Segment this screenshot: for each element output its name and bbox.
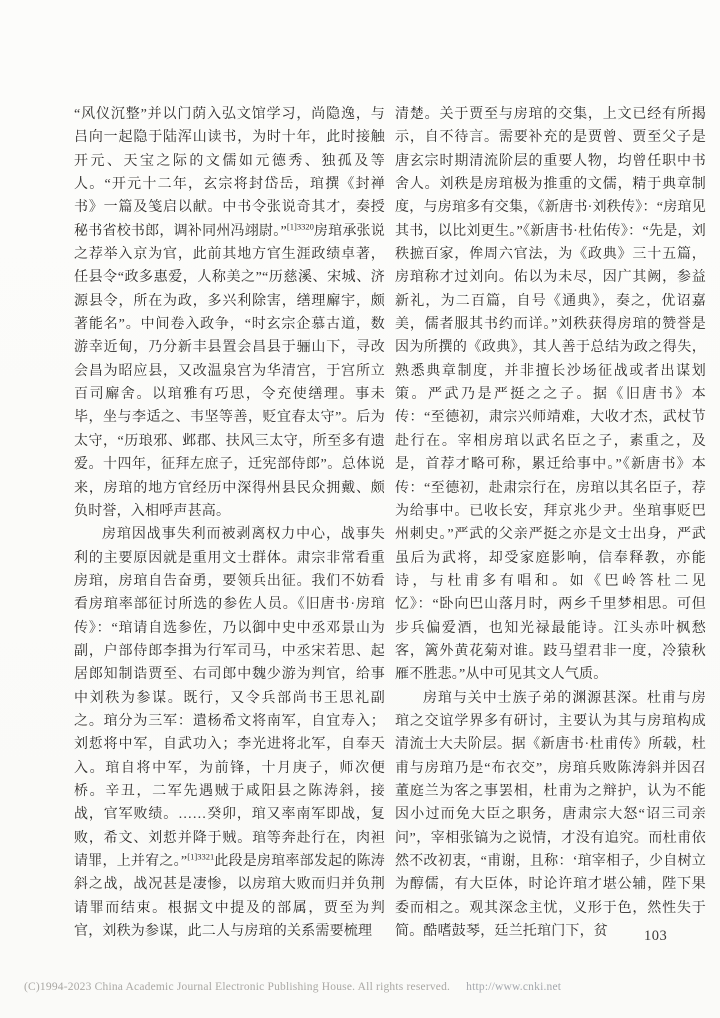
text-paragraph xyxy=(74,103,385,523)
citation-superscript: [1]3320 xyxy=(286,221,314,232)
text-paragraph xyxy=(395,103,706,687)
article-body xyxy=(74,103,706,943)
cnki-url: http://www.cnki.net xyxy=(466,981,562,993)
page-number: 103 xyxy=(644,928,668,944)
text-run: 房琯承张说之荐举入京为官，此前其地方官生涯政绩卓著，任县令“政多惠爱，人称美之”“历慈溪、宋城、济源县令，所在为政，多兴利除害，缮理廨宇，颇著能名”。中间卷入政争，“时玄宗企慕古道，数游幸近甸，乃分新丰县置会昌县于骊山下，寻改会昌为昭应县，又改温泉宫为华清宫，于宫所立百司廨舍。以琯雅有巧思，令充使缮理。事未毕，坐与李适之、韦坚等善，贬宜春太守”。后为太守，“历琅邪、邺郡、扶风三太守，所至多有遗爱。十四年，征拜左庶子，迁宪部侍郎”。总体说来，房琯的地方官经历中深得州县民众拥戴、颇负时誉，入相呼声甚高。 xyxy=(74,223,385,519)
text-column-right xyxy=(395,103,706,943)
text-paragraph xyxy=(74,523,385,943)
citation-superscript: [1]3321 xyxy=(187,851,215,862)
text-paragraph xyxy=(395,687,706,944)
text-run: 清楚。关于贾至与房琯的交集，上文已经有所揭示，自不待言。需要补充的是贾曾、贾至父子是唐玄宗时期清流阶层的重要人物，均曾任职中书舍人。刘秩是房琯极为推重的文儒，精于典章制度，与房琯多有交集，《新唐书·刘秩传》：“房琯见其书，以比刘更生。”《新唐书·杜佑传》：“先是，刘秩摭百家，侔周六官法，为《政典》三十五篇，房琯称才过刘向。佑以为未尽，因广其阙，参益新礼，为二百篇，自号《通典》，奏之，优诏嘉美，儒者服其书约而详。”刘秩获得房琯的赞誉是因为所撰的《政典》，其人善于总结为政之得失，熟悉典章制度，并非擅长沙场征战或者出谋划策。严武乃是严挺之之子。据《旧唐书》本传：“至德初，肃宗兴师靖难，大收才杰，武杖节赴行在。宰相房琯以武名臣之子，素重之，及是，首荐才略可称，累迁给事中。”《新唐书》本传：“至德初，赴肃宗行在，房琯以其名臣子，荐为给事中。已收长安，拜京兆少尹。坐琯事贬巴州刺史。”严武的父亲严挺之亦是文士出身，严武虽后为武将，却受家庭影响，信奉释教，亦能诗，与杜甫多有唱和。如《巴岭答杜二见忆》：“卧向巴山落月时，两乡千里梦相思。可但步兵偏爱酒，也知光禄最能诗。江头赤叶枫愁客，篱外黄花菊对谁。跂马望君非一度，冷猿秋雁不胜悲。”从中可见其文人气质。 xyxy=(395,107,706,683)
text-run: “风仪沉整”并以门荫入弘文馆学习，尚隐逸，与吕向一起隐于陆浑山读书，为时十年，此时接触开元、天宝之际的文儒如元德秀、独孤及等人。“开元十二年，玄宗将封岱岳，琯撰《封禅书》一篇及笺启以献。中书令张说奇其才，奏授秘书省校书郎，调补同州冯翊尉。” xyxy=(74,107,385,239)
text-run: 房琯因战事失利而被剥离权力中心，战事失利的主要原因就是重用文士群体。肃宗非常看重房琯，房琯自告奋勇，要领兵出征。我们不妨看看房琯率部征讨所选的参佐人员。《旧唐书·房琯传》：“琯请自选参佐，乃以御中史中丞邓景山为副，户部侍郎李揖为行军司马，中丞宋若思、起居郎知制诰贾至、右司郎中魏少游为判官，给事中刘秩为参谋。既行，又令兵部尚书王思礼副之。琯分为三军：遣杨希文将南军，自宜寿入；刘悊将中军，自武功入；李光进将北军，自奉天入。琯自将中军，为前锋，十月庚子，师次便桥。辛丑，二军先遇贼于咸阳县之陈涛斜，接战，官军败绩。……癸卯，琯又率南军即战，复败，希文、刘悊并降于贼。琯等奔赴行在，肉袒请罪，上并宥之。” xyxy=(74,527,385,869)
text-run: 此段是房琯率部发起的陈涛斜之战，战况甚是凄惨，以房琯大败而归并负荆请罪而结束。根据文中提及的部属，贾至为判官，刘秩为参谋，此二人与房琯的关系需要梳理 xyxy=(74,854,385,940)
text-column-left xyxy=(74,103,385,943)
text-run: 房琯与关中士族子弟的渊源甚深。杜甫与房琯之交谊学界多有研讨，主要认为其与房琯构成清流士大夫阶层。据《新唐书·杜甫传》所载，杜甫与房琯乃是“布衣交”，房琯兵败陈涛斜并因召董庭兰为客之事罢相，杜甫为之辩护，认为不能因小过而免大臣之职务，唐肃宗大怒“诏三司亲问”，宰相张镐为之说情，才没有追究。而杜甫依然不改初衷，“甫谢，且称：‘琯宰相子，少自树立为醇儒，有大臣体，时论许琯才堪公辅，陛下果委而相之。观其深念主忧，义形于色，然性失于简。酷嗜鼓琴，廷兰托琯门下，贫 xyxy=(395,690,706,940)
copyright-text: (C)1994-2023 China Academic Journal Electronic Publishing House. All rights reserved. xyxy=(24,981,451,993)
cnki-footer xyxy=(24,981,704,993)
